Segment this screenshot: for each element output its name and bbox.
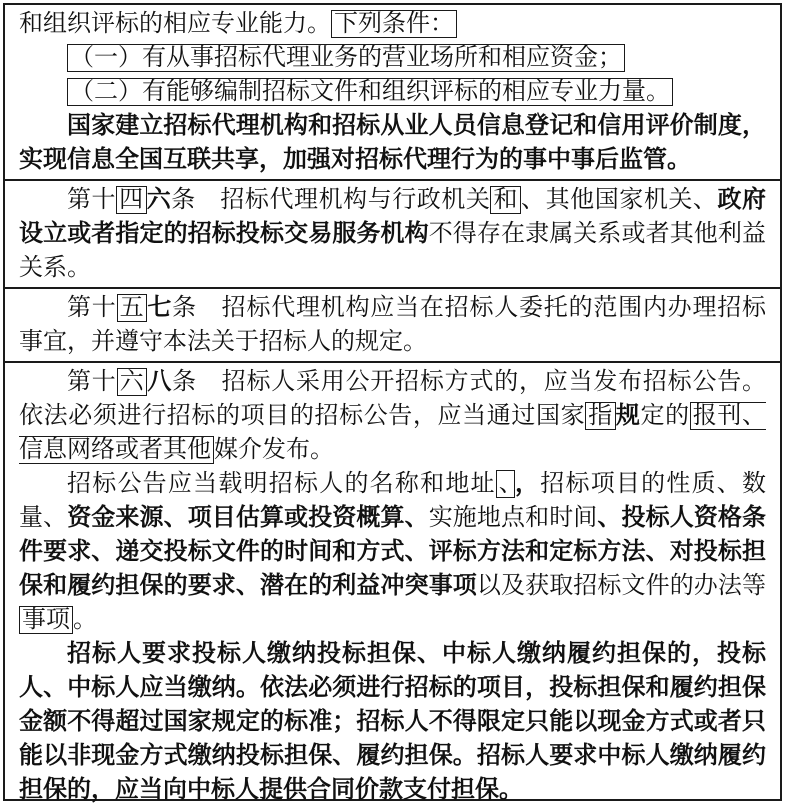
text-run: 第十 — [67, 187, 117, 213]
text-run: 媒介发布。 — [214, 437, 334, 463]
text-run: 招标公告应当载明招标人的名称和地址 — [67, 471, 496, 497]
deleted-text-box: 、 — [496, 470, 515, 498]
text-run: 不得存在隶属关系或者其他利益关系。 — [19, 221, 767, 281]
deleted-text-box: 指 — [585, 402, 616, 430]
paragraph — [19, 109, 766, 177]
document-section-4 — [5, 361, 780, 809]
document-section-1 — [5, 5, 780, 179]
deleted-text-box: 六 — [117, 368, 148, 396]
paragraph — [19, 291, 766, 359]
deleted-text-box: 下列条件： — [331, 10, 457, 38]
deleted-text-box: （二）有能够编制招标文件和组织评标的相应专业力量。 — [67, 78, 673, 106]
document-section-3 — [5, 287, 780, 361]
deleted-text-box: 五 — [117, 294, 148, 322]
text-run: 。 — [73, 607, 97, 633]
paragraph — [19, 7, 766, 41]
text-run: 和组织评标的相应专业能力。 — [19, 11, 331, 37]
deleted-text-box: 报刊、信息网络或者其他 — [19, 403, 767, 463]
deleted-text-box: （一）有从事招标代理业务的营业场所和相应资金； — [67, 44, 625, 72]
text-run: 条 招标人采用公开招标方式的，应当发布招标公告。依法必须进行招标的项目的招标公告，应当通过国家 — [19, 369, 767, 429]
text-run: 第十 — [67, 369, 117, 395]
paragraph — [19, 75, 766, 109]
paragraph — [19, 365, 766, 467]
deleted-text-box: 和 — [490, 186, 521, 214]
inserted-text: 六 — [146, 187, 172, 213]
inserted-text: 七 — [147, 295, 173, 321]
text-run: 第十 — [67, 295, 117, 321]
document-section-2 — [5, 179, 780, 287]
text-run: 、其他国家机关、 — [521, 187, 718, 213]
inserted-text: 八 — [147, 369, 173, 395]
inserted-text: 国家建立招标代理机构和招标从业人员信息登记和信用评价制度，实现信息全国互联共享，加强对招标代理行为的事中事后监管。 — [19, 113, 766, 173]
paragraph — [19, 183, 766, 285]
inserted-text: 、投标人资格条件要求、递交投标文件的时间和方式、评标方法和定标方法、对投标担保和履约担保的要求、潜在的利益冲突事项 — [19, 505, 767, 599]
paragraph — [19, 467, 766, 637]
text-run: 以及获取招标文件的办法等 — [476, 573, 767, 599]
deleted-text-box: 四 — [116, 186, 147, 214]
document-page — [3, 3, 782, 801]
inserted-text: 招标人要求投标人缴纳投标担保、中标人缴纳履约担保的，投标人、中标人应当缴纳。依法必须进行招标的项目，投标担保和履约担保金额不得超过国家规定的标准；招标人不得限定只能以现金方式或者只能以非现金方式缴纳投标担保、履约担保。招标人要求中标人缴纳履约担保的，应当向中标人提供合同价款支付担保。 — [19, 641, 766, 803]
text-run: 招标项目的性质、数量、 — [19, 471, 767, 531]
deleted-text-box: 事项 — [19, 606, 73, 634]
inserted-text: 政府设立或者指定的招标投标交易服务机构 — [19, 187, 767, 247]
paragraph — [19, 41, 766, 75]
text-run: 定的 — [640, 403, 690, 429]
inserted-text: ， — [515, 471, 541, 497]
paragraph — [19, 637, 766, 807]
inserted-text: 资金来源、项目估算或投资概算、 — [67, 505, 429, 531]
text-run: 条 招标代理机构应当在招标人委托的范围内办理招标事宜，并遵守本法关于招标人的规定。 — [19, 295, 767, 355]
text-run: 实施地点和时间 — [428, 505, 598, 531]
text-run: 条 招标代理机构与行政机关 — [171, 187, 491, 213]
inserted-text: 规 — [615, 403, 641, 429]
